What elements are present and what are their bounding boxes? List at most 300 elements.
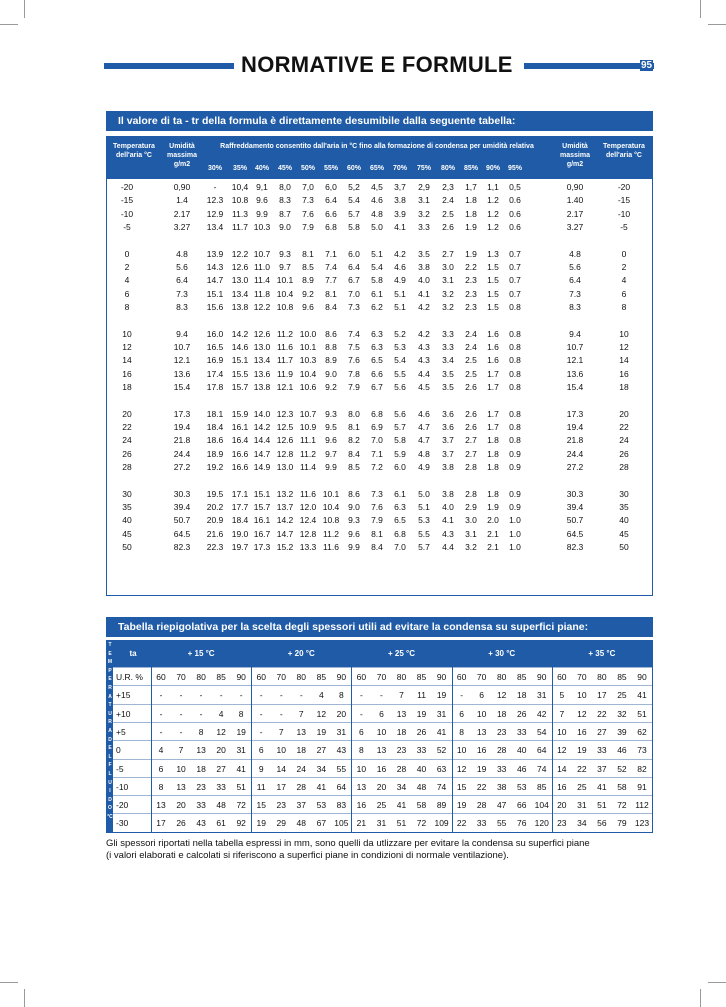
table-cell: 82.3 [566,542,584,553]
table-cell: 33 [597,745,607,756]
table-cell: 2.5 [465,368,477,379]
table-cell: 16.4 [231,435,249,446]
table-cell: 8.4 [371,542,383,553]
table-cell: 7.3 [371,488,383,499]
table-cell: 39 [617,726,627,737]
crop-mark [708,24,726,25]
table-cell: 5.1 [371,248,383,259]
dewpoint-table-header [107,137,652,179]
table-cell: 85 [316,672,327,682]
table-cell: 19 [456,800,467,811]
table-cell: 9.6 [348,528,360,539]
table-cell: 6.7 [348,275,360,286]
table-cell: 10.0 [299,328,317,339]
table-cell: 22 [577,763,587,774]
table-cell: 56 [597,818,607,829]
humidity-col-header: 65% [369,165,384,172]
table-cell: 10 [456,745,467,756]
table-cell: 2.17 [173,208,191,219]
side-letter: E [108,676,112,683]
table-cell: 10 [476,708,487,719]
side-letter: R [108,719,112,726]
table-cell: 6.2 [371,302,383,313]
table-cell: 5.1 [394,288,406,299]
table-cell: 14.7 [276,528,294,539]
table-cell: 31 [236,745,246,756]
table-cell: 20 [376,781,387,792]
table-cell: 40 [122,515,132,526]
table-cell: 13 [196,745,206,756]
table-cell: 3.2 [442,302,454,313]
table-cell: 27.2 [566,462,584,473]
table-cell: 13.7 [276,502,294,512]
table-cell: 7.0 [348,288,360,299]
table-cell: 3.2 [442,288,454,299]
table-cell: 2.6 [465,422,477,432]
table-row [113,759,652,778]
table-cell: 0,90 [566,182,584,192]
table-cell: 70 [476,672,487,682]
table-cell: 13.0 [276,462,294,473]
table-cell: 12 [619,342,629,352]
table-cell: 18.9 [206,448,224,459]
table-cell: 112 [635,800,649,811]
table-cell: 31 [376,818,387,829]
table-cell: 53 [316,800,327,811]
humidity-col-header: 40% [254,165,269,172]
table-cell: 15.7 [231,382,249,393]
table-cell: 2.1 [487,528,499,539]
humidity-col-header: 50% [300,165,315,172]
table-cell: 43 [336,745,347,756]
table-cell: 70 [176,672,186,682]
table-cell: 58 [617,781,627,792]
table-cell: 91 [637,781,647,792]
table-row [107,181,652,194]
header-bar-left [104,63,234,69]
table-cell: 28 [122,462,132,473]
table-row [113,740,652,759]
table-cell: 8.1 [371,528,383,539]
table-cell: 2.4 [442,195,454,206]
table-cell: 50.7 [566,515,584,526]
table-cell: 1.8 [487,462,499,473]
table-cell: 4 [621,275,627,286]
table-cell: 11.6 [300,488,316,499]
table-cell: 3.7 [442,448,454,459]
table-cell: 17.1 [231,488,249,499]
table-cell: 12.3 [276,408,294,419]
table-cell: 9.3 [325,408,337,419]
table-cell: 105 [334,818,349,829]
table-cell: 18 [196,763,206,774]
side-letter: L [108,753,112,760]
table-cell: 16 [577,726,587,737]
table-row [107,381,652,394]
header-bar-right [524,63,654,69]
table-cell: 79 [617,818,627,829]
table-cell: 33 [496,763,507,774]
table-cell: 13 [476,726,487,737]
table-cell: 53 [517,781,527,792]
table-cell: 2 [621,262,627,272]
table-cell: 5.7 [418,542,430,553]
table-cell: 16.7 [253,528,271,539]
table-cell: - [299,690,303,701]
table-cell: 14.2 [276,515,294,526]
side-letter: °C [107,813,113,820]
table-cell: 4.4 [418,368,430,379]
table-cell: 5.9 [394,448,406,459]
table-cell: 4 [218,708,224,719]
table-row [107,501,652,514]
table-cell: 48 [216,800,226,811]
table-cell: 7.1 [325,248,337,259]
table-cell: 76 [517,818,527,829]
table-cell: 5.7 [394,422,406,432]
humidity-col-header: 90% [485,165,500,172]
table-cell: 20 [122,408,132,419]
table-cell: 5.4 [348,195,360,206]
table-cell: 13.9 [206,248,224,259]
humidity-col-header: 75% [416,165,431,172]
table-cell: +15 [116,690,131,701]
table-cell: 9.2 [302,288,314,299]
table-cell: 61 [216,818,226,829]
table-cell: 41 [637,690,647,701]
table-cell: 23 [276,800,286,811]
table-cell: 64 [336,781,347,792]
table-cell: 7,0 [302,182,314,192]
table-cell: 1.8 [487,488,499,499]
table-cell: 1.5 [487,262,499,272]
table-cell: 19 [436,690,447,701]
crop-mark [24,989,25,1007]
table-cell: 7 [559,708,565,719]
table-cell: 7.4 [348,328,360,339]
table-cell: 90 [537,672,547,682]
table-cell: 11.2 [277,328,293,339]
table-cell: 1.2 [487,208,499,219]
table-cell: 2.4 [465,328,477,339]
table-cell: 9.3 [279,248,291,259]
table-cell: 15.2 [276,542,294,553]
table-cell: 6.7 [371,382,383,393]
table-cell: 85 [617,672,627,682]
table-cell: 21.6 [206,528,224,539]
table-cell: 3.5 [442,368,454,379]
table-cell: 0 [116,745,121,756]
table-cell: 2.5 [465,355,477,366]
table-cell: 13.4 [206,222,224,233]
table-cell: 4.8 [418,448,430,459]
table-cell: 90 [436,672,447,682]
table-cell: 14.7 [253,448,271,459]
table-cell: 18 [396,726,407,737]
table-cell: 13.2 [276,488,294,499]
table-cell: 37 [296,800,307,811]
table-cell: -30 [116,818,129,829]
table-cell: 1.9 [487,502,499,512]
table-cell: 4.3 [418,355,430,366]
table-cell: 19.0 [231,528,249,539]
table-cell: 8.3 [279,195,291,206]
col-temp-left: Temperatura dell'aria °C [113,143,155,159]
table-cell: 27.2 [173,462,191,473]
table-cell: 0.8 [509,328,521,339]
table-cell: 6 [379,708,384,719]
table-cell: 2.0 [487,515,499,526]
page-title: NORMATIVE E FORMULE [241,52,513,77]
table-cell: -20 [116,800,129,811]
table-cell: 55 [496,818,507,829]
table-cell: 4 [158,745,164,756]
table-cell: 46 [517,763,527,774]
table-cell: 0.6 [509,208,521,219]
table-cell: 7.8 [348,368,360,379]
table-cell: 15.5 [231,368,249,379]
table-cell: 19.5 [206,488,224,499]
table-cell: 22 [597,708,607,719]
table-cell: 3.5 [418,248,430,259]
table-cell: 58 [416,800,427,811]
table-cell: 34 [316,763,327,774]
table-cell: 23 [496,726,507,737]
table-cell: 13.8 [253,382,271,393]
group-divider [552,667,553,832]
table-cell: 0.8 [509,302,521,313]
table-cell: 4.1 [442,515,454,526]
table-cell: 7.6 [371,502,383,512]
table-cell: 4.0 [418,275,430,286]
table-cell: 2,9 [418,182,430,192]
side-letter: A [108,727,112,734]
table-cell: 12.8 [299,528,317,539]
table-cell: 16 [476,745,487,756]
table-cell: 6.8 [394,528,406,539]
table-cell: 85 [216,672,226,682]
table-cell: 7.3 [569,288,581,299]
table-cell: 19.2 [206,462,224,473]
table-cell: 3.8 [442,488,454,499]
table-row [107,514,652,527]
table-cell: 2.3 [465,275,477,286]
table-cell: 11 [417,690,426,701]
table-cell: 2.7 [465,435,477,446]
table-cell: 24 [296,763,307,774]
footnote-line-1: Gli spessori riportati nella tabella espressi in mm, sono quelli da utlizzare per evitare la condensa su superfici piane [106,838,590,849]
humidity-col-header: 95% [507,165,522,172]
table-cell: 22 [456,818,467,829]
thickness-table [106,640,653,833]
table-cell: 20 [619,408,629,419]
table-cell: 39.4 [173,502,191,512]
col-umid-left: Umidità massima g/m2 [167,143,197,168]
table-cell: 26 [122,448,132,459]
table-cell: 19 [236,726,246,737]
table-cell: 12.9 [206,208,224,219]
table-cell: 30.3 [566,488,584,499]
table-cell: - [179,708,183,719]
table-cell: 1.5 [487,275,499,286]
table-cell: 0.8 [509,368,521,379]
table-cell: 82.3 [173,542,191,553]
table-cell: 20 [216,745,226,756]
table-cell: 16 [557,781,567,792]
table-cell: 6 [459,708,464,719]
table-cell: 4.1 [418,288,430,299]
table-cell: 3.3 [418,222,430,233]
table-cell: 10.4 [276,288,294,299]
table-cell: 0.8 [509,355,521,366]
table-cell: 14.3 [206,262,224,272]
table-cell: 25 [376,800,387,811]
table-cell: 13.6 [566,368,584,379]
side-letter: U [108,710,112,717]
table-cell: 9.6 [256,195,268,206]
table-cell: 85 [517,672,527,682]
table-cell: - [259,726,263,737]
table-cell: 1,1 [487,182,499,192]
table-cell: 0.8 [509,422,521,432]
table-cell: 15.4 [173,382,191,393]
table-cell: -5 [620,222,628,233]
table-cell: 13.8 [231,302,249,313]
table-cell: 10.7 [173,342,191,352]
table-cell: 33 [216,781,226,792]
table-cell: 7 [298,708,304,719]
table-cell: 28 [496,745,507,756]
table-cell: 18.1 [206,408,224,419]
table-cell: 7.9 [371,515,383,526]
table-cell: 28 [296,781,307,792]
table-cell: 16.1 [231,422,249,432]
table-cell: 8 [339,690,344,701]
table-cell: 20.9 [206,515,224,526]
table-cell: 4.8 [569,248,581,259]
table-cell: 33 [476,818,487,829]
table-cell: 1.5 [487,302,499,313]
table-cell: 27 [316,745,327,756]
group-divider [251,667,252,832]
table-cell: 7.9 [302,222,314,233]
table-cell: 1.0 [509,515,521,526]
table-cell: 52 [617,763,627,774]
group-divider [151,667,152,832]
page-number: 95 [641,60,653,71]
table-cell: 9.2 [325,382,337,393]
table-cell: 9 [258,763,264,774]
table-cell: 120 [534,818,549,829]
table-row [107,408,652,421]
table-cell: 12.3 [206,195,224,206]
table-cell: 20.2 [206,502,224,512]
table-cell: 10.4 [322,502,340,512]
table-cell: 3.27 [173,222,191,233]
table-cell: 41 [436,726,447,737]
table-cell: 24.4 [173,448,191,459]
table-cell: 64.5 [173,528,191,539]
humidity-col-header: 30% [207,165,222,172]
footnote-line-2: (i valori elaborati e calcolati si riferiscono a superfici piane in condizioni di normale ventilazione). [106,850,509,861]
table-cell: 9.0 [348,502,360,512]
table-cell: - [199,708,203,719]
table-cell: 1.6 [487,342,499,352]
table-row [107,301,652,314]
table-cell: 17 [276,781,286,792]
table-cell: 6.6 [371,368,383,379]
table-cell: 62 [637,726,647,737]
table-row [107,341,652,354]
table-cell: 2.1 [487,542,499,553]
table-cell: 8.9 [325,355,337,366]
table-cell: 2,3 [442,182,454,192]
table-cell: 5.0 [418,488,430,499]
table-cell: 74 [436,781,447,792]
table-cell: 15.4 [566,382,584,393]
table-cell: 5.6 [569,262,581,272]
table-cell: 1.0 [509,528,521,539]
side-letter: E [108,745,112,752]
temperature-group-header: + 30 °C [488,649,516,658]
crop-mark [700,989,701,1007]
side-letter: U [108,779,112,786]
table-cell: 1.40 [566,195,584,206]
table-cell: 10 [122,328,132,339]
table-cell: 5.8 [371,275,383,286]
table-cell: 14.2 [231,328,249,339]
table-cell: 0.8 [509,408,521,419]
table-cell: 4.9 [394,275,406,286]
table-cell: 13 [176,781,186,792]
table-cell: - [259,690,263,701]
table-cell: 82 [637,763,647,774]
table-cell: -15 [120,195,134,206]
table-cell: 12.5 [276,422,294,432]
table-cell: 12.0 [299,502,317,512]
table-cell: 7.0 [394,542,406,553]
table-cell: 85 [537,781,547,792]
temperature-group-header: + 15 °C [187,649,215,658]
table-cell: 10.9 [299,422,317,432]
table-row [107,261,652,274]
table-cell: 5.6 [394,408,406,419]
table-cell: 74 [537,763,547,774]
table-cell: 13.4 [231,288,249,299]
table-cell: 5.4 [371,262,383,272]
table-row [107,221,652,234]
table-cell: 12.6 [276,435,294,446]
table-cell: 5.6 [394,382,406,393]
table-cell: 12.8 [276,448,294,459]
side-letter: P [108,667,112,674]
table-cell: 8.6 [348,488,360,499]
table-cell: 51 [597,800,607,811]
table-cell: 3.7 [442,435,454,446]
table-cell: 15 [456,781,467,792]
table-row [113,704,652,723]
table-row [113,813,652,832]
table-cell: 12 [496,690,507,701]
table-cell: 23 [396,745,407,756]
table-cell: 2.6 [465,408,477,419]
temperature-group-header: + 25 °C [387,649,415,658]
table-row [107,208,652,221]
table-cell: - [359,708,363,719]
table-cell: 1.6 [487,328,499,339]
table-cell: 70 [376,672,387,682]
table-cell: - [159,726,163,737]
